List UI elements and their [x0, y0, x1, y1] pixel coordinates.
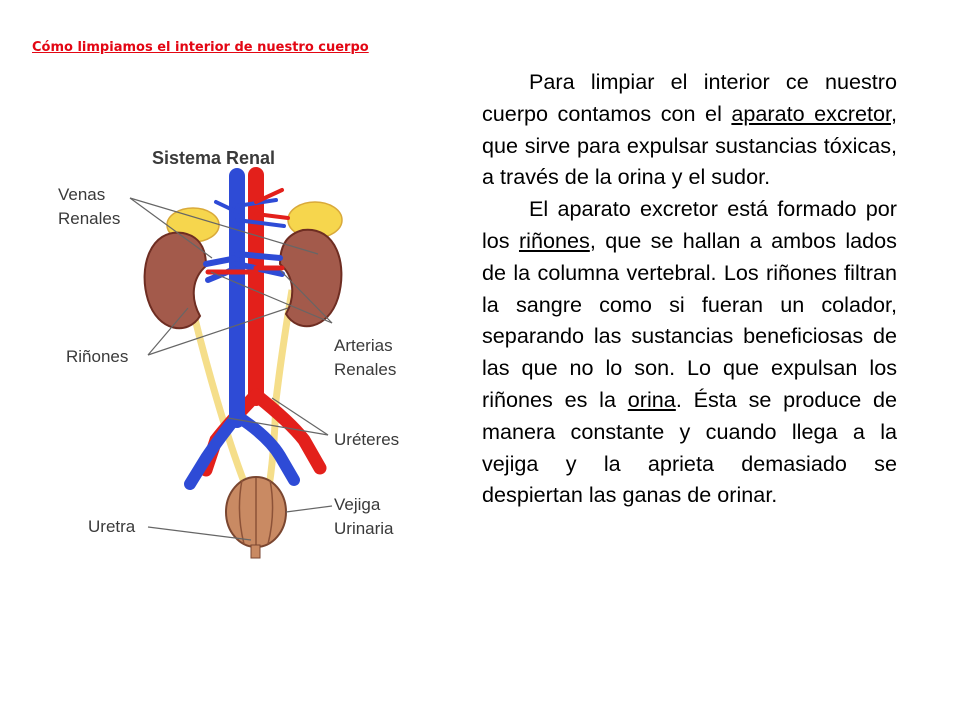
paragraph-2-text-a: El aparato excretor está formado por los: [482, 196, 897, 253]
term-aparato-excretor: aparato excretor: [731, 100, 891, 126]
slide-title: Cómo limpiamos el interior de nuestro cuerpo: [32, 40, 369, 55]
label-vejiga-urinaria-2: Urinaria: [334, 519, 394, 538]
paragraph-2-text-c: . Ésta se produce de manera constante y cuando llega a la vejiga y la aprieta demasiado se despiertan las ganas de orinar.: [482, 386, 897, 508]
label-venas-renales-1: Venas: [58, 185, 106, 204]
renal-system-diagram: [30, 140, 440, 560]
paragraph-2: [482, 193, 897, 511]
paragraph-1-text-b: , que sirve para expulsar sustancias tóxicas, a través de la orina y el sudor.: [482, 100, 897, 190]
label-uretra: Uretra: [88, 517, 136, 536]
label-rinones: Riñones: [66, 347, 129, 366]
label-venas-renales-2: Renales: [58, 209, 121, 228]
label-arterias-renales-1: Arterias: [334, 336, 393, 355]
paragraph-1-text-a: Para limpiar el interior ce nuestro cuerpo contamos con el: [482, 69, 897, 126]
paragraph-2-text-b: , que se hallan a ambos lados de la columna vertebral. Los riñones filtran la sangre como si fueran un colador, separando las sustancias beneficiosas de las que no lo son. Lo que expulsan los riñones es la: [482, 227, 897, 412]
diagram-title: Sistema Renal: [152, 148, 276, 168]
label-arterias-renales-2: Renales: [334, 360, 397, 379]
term-orina: orina: [627, 386, 676, 412]
label-ureteres: Uréteres: [334, 430, 400, 449]
term-rinones: riñones: [518, 227, 590, 253]
paragraph-1: [482, 66, 897, 193]
body-text: [482, 66, 897, 511]
right-kidney: [280, 230, 341, 327]
urethra: [251, 545, 260, 558]
label-vejiga-urinaria-1: Vejiga: [334, 495, 381, 514]
